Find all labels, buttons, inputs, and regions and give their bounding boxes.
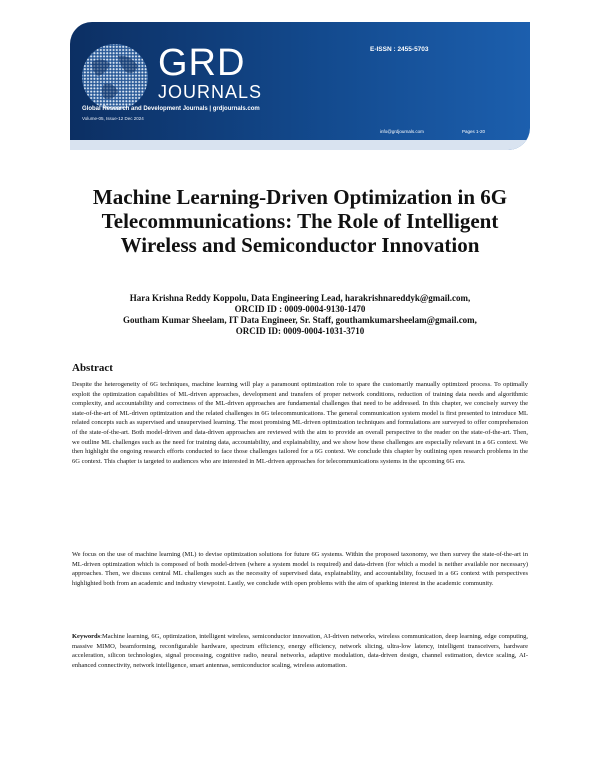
journal-header-banner [70, 22, 530, 150]
keywords-label: Keywords [72, 633, 101, 640]
abstract-heading: Abstract [72, 362, 113, 374]
author-2-orcid: ORCID ID: 0009-0004-1031-3710 [235, 326, 365, 336]
volume-issue: Volume-05, Issue-12 Dec 2024 [82, 116, 144, 121]
keywords-paragraph [72, 632, 528, 670]
journal-email[interactable]: info@grdjournals.com [380, 129, 424, 134]
abstract-paragraph-2: We focus on the use of machine learning (ML) to devise optimization solutions for future 6G systems. Within the proposed taxonomy, we then survey the state-of-the-art in ML-driven optimization which is composed of both model-driven (where a system model is required) and data-driven (for which a model is neither available nor necessary) approaches. Then, we discuss central ML challenges such as the necessity of supervised data, explainability, and accountability, focused in a 6G context with perspectives highlighted both from an academic and industry viewpoint. Lastly, we conclude with open problems with the aim of sparking interest in the academic community. [72, 551, 528, 587]
journal-tagline: Global Research and Development Journals | grdjournals.com [82, 106, 260, 112]
keywords-list: :Machine learning, 6G, optimization, intelligent wireless, semiconductor innovation, AI-driven networks, wireless communication, deep learning, edge computing, massive MIMO, beamforming, reconfigurable hardware, spectrum efficiency, energy efficiency, network slicing, ultra-low latency, intelligent transceivers, hardware acceleration, silicon technologies, signal processing, cognitive radio, neural networks, adaptive modulation, data-driven design, channel estimation, device scaling, AI-enhanced connectivity, network intelligence, smart antennas, semiconductor scaling, wireless automation. [72, 633, 528, 669]
author-block [70, 293, 530, 337]
page-range: Pages 1-20 [462, 129, 486, 134]
banner-bottom-strip [70, 140, 530, 150]
globe-logo-icon [80, 42, 150, 112]
author-1-orcid: ORCID ID : 0009-0004-9130-1470 [234, 304, 366, 314]
author-1-line: Hara Krishna Reddy Koppolu, Data Engineering Lead, harakrishnareddyk@gmail.com, [129, 293, 471, 303]
paper-title: Machine Learning-Driven Optimization in 6G Telecommunications: The Role of Intelligent Wireless and Semiconductor Innovation [92, 185, 508, 257]
logo-main-text: GRD [158, 42, 246, 84]
logo-sub-text: JOURNALS [158, 82, 263, 102]
abstract-paragraph-1: Despite the heterogeneity of 6G techniques, machine learning will play a paramount optimization role to spare the customarily manually optimized process. To optimally exploit the optimization capabilities of ML-driven approaches, development and transfers of proper network conditions, reduction of training data needs and algorithmic complexity, and accountability and correctness of the ML-driven approaches are fundamental challenges that need to be addressed. In this chapter, we concisely survey the state-of-the-art of ML-driven optimization and the related challenges in 6G telecommunications. The general communication system model is first presented to introduce ML related concepts such as supervised and unsupervised learning. The most promising ML-driven optimization techniques and formulations are surveyed to offer comprehension of the state-of-the-art. Both model-driven and data-driven approaches are reviewed with the aim to provide an overall perspective to the reader on the state-of-the-art. Then, we outline ML challenges such as the need for training data, accountability, and explainability, and we show how these challenges are especially relevant in a 6G context. We then highlight the ongoing research efforts conducted to face those challenges tailored for a 6G context. We conclude this chapter by outlining open research problems in the 6G context. This chapter is targeted to audiences who are interested in ML-driven approaches for telecommunications systems in the upcoming 6G era. [72, 381, 528, 465]
eissn-label: E-ISSN : 2455-5703 [370, 46, 429, 53]
author-2-line: Goutham Kumar Sheelam, IT Data Engineer, Sr. Staff, gouthamkumarsheelam@gmail.com, [123, 315, 477, 325]
